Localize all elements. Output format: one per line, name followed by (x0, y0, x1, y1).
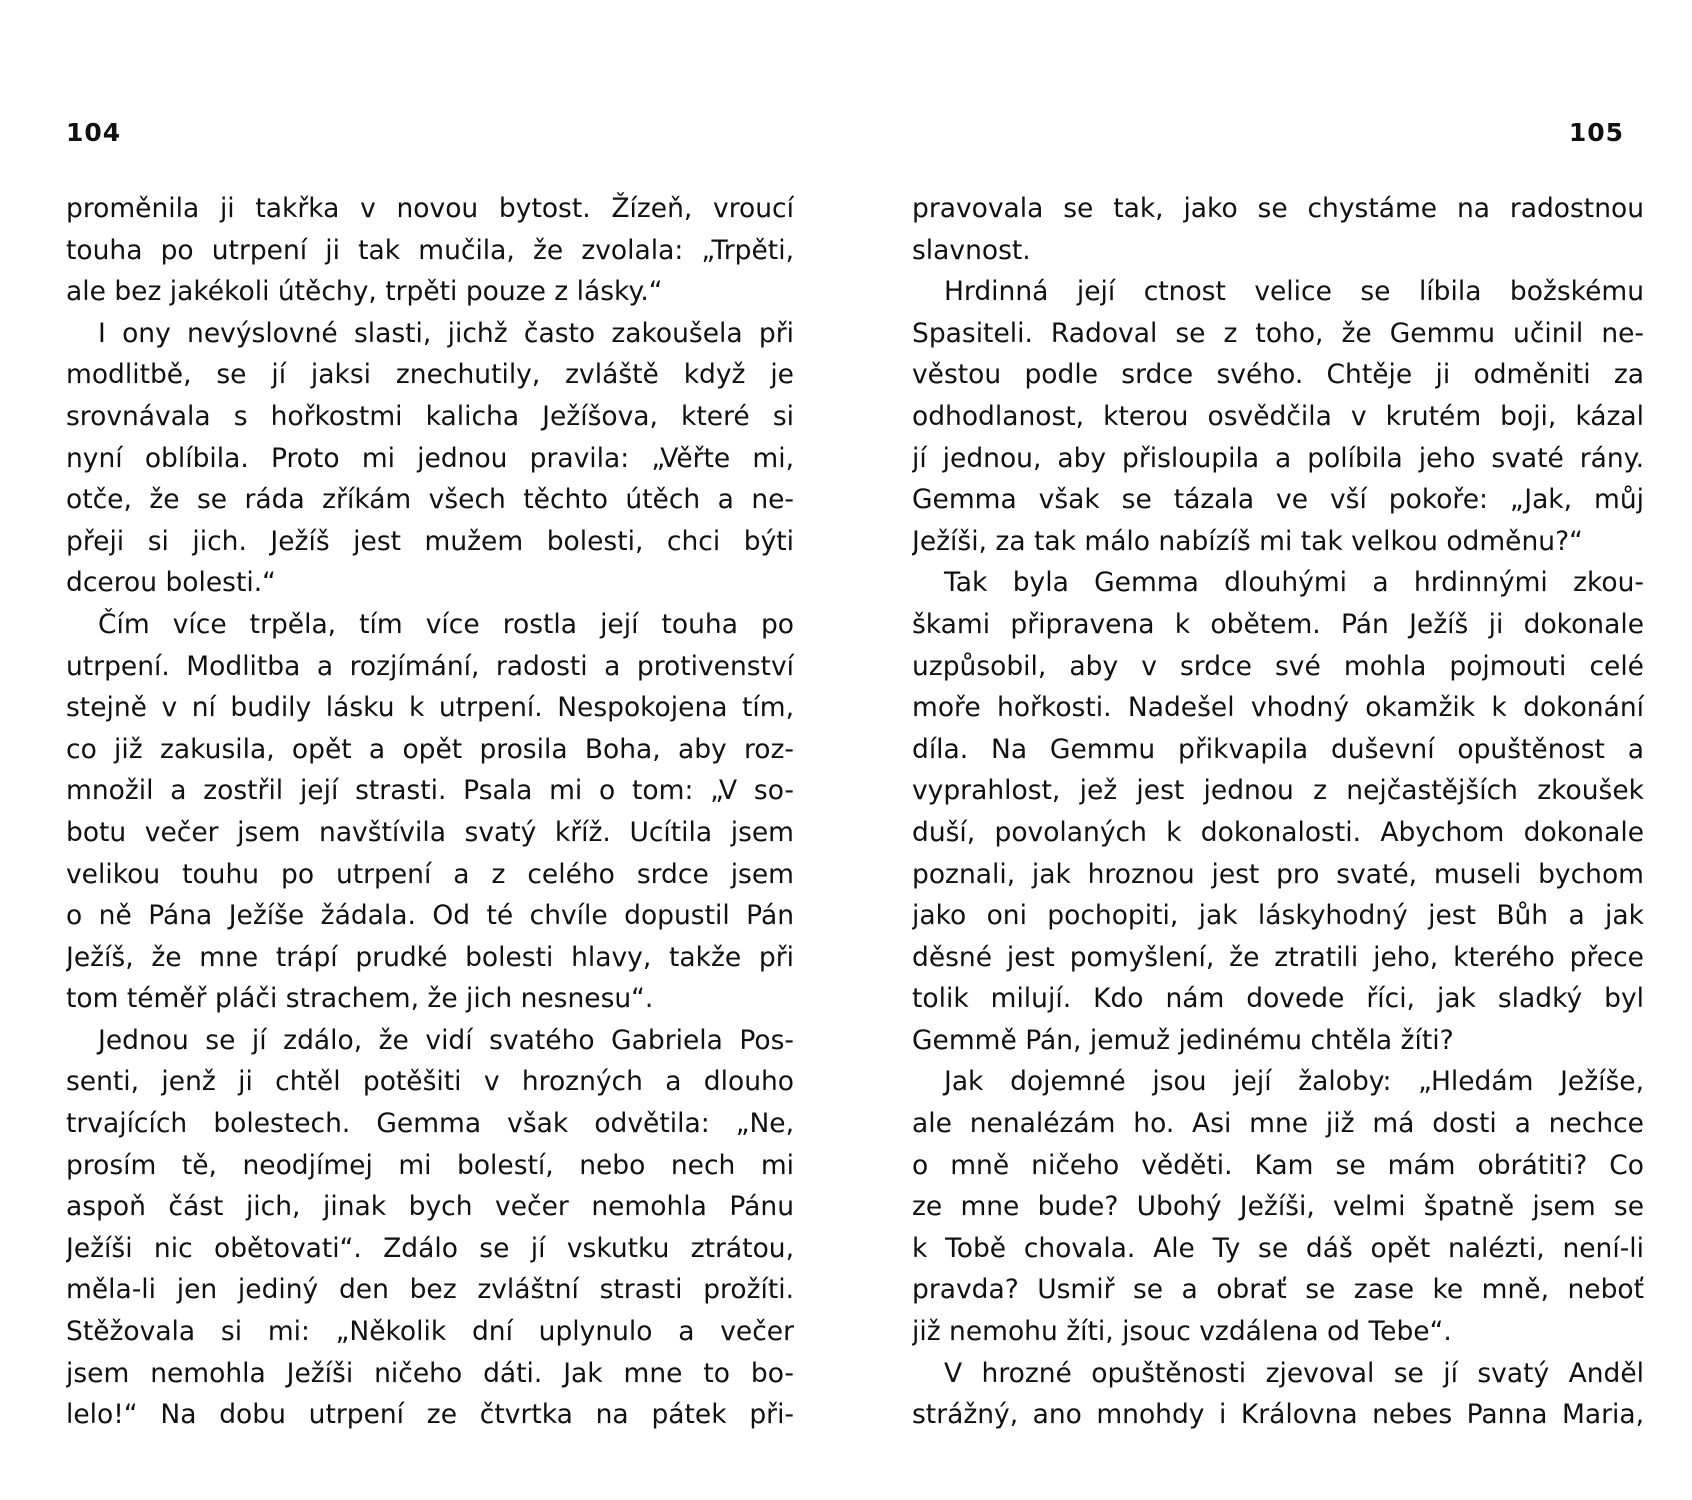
page-text (912, 188, 1644, 1436)
text-line: Hrdinná její ctnost velice se líbila božskému (944, 276, 1644, 308)
text-line: dcerou bolesti.“ (66, 567, 276, 599)
text-line: Gemma však se tázala ve vší pokoře: „Jak, můj (912, 484, 1644, 516)
text-line: modlitbě, se jí jaksi znechutily, zvláště když je (66, 359, 794, 391)
text-line: o mně ničeho věděti. Kam se mám obrátiti? Co (912, 1149, 1644, 1181)
text-line: měla-li jen jediný den bez zvláštní strasti prožíti. (66, 1274, 794, 1306)
text-line: ale nenalézám ho. Asi mne již má dosti a nechce (912, 1108, 1644, 1140)
text-line: Čím více trpěla, tím více rostla její touha po (98, 608, 794, 640)
text-line: prosím tě, neodjímej mi bolestí, nebo nech mi (66, 1149, 794, 1181)
text-line: Ježíši, za tak málo nabízíš mi tak velkou odměnu?“ (912, 525, 1583, 557)
page-text (66, 188, 794, 1436)
page-number: 104 (66, 118, 122, 147)
text-line: přeji si jich. Ježíš jest mužem bolesti, chci býti (66, 525, 794, 557)
text-line: I ony nevýslovné slasti, jichž často zakoušela při (98, 317, 794, 349)
text-line: nyní oblíbila. Proto mi jednou pravila: „Věřte mi, (66, 442, 794, 474)
text-line: jí jednou, aby přisloupila a políbila jeho svaté rány. (912, 442, 1644, 474)
text-line: tolik milují. Kdo nám dovede říci, jak sladký byl (912, 983, 1644, 1015)
left-page (0, 0, 800, 1500)
text-line: Gemmě Pán, jemuž jedinému chtěla žíti? (912, 1024, 1454, 1056)
text-line: věstou podle srdce svého. Chtěje ji odměniti za (912, 359, 1644, 391)
text-line: pravda? Usmiř se a obrať se zase ke mně, neboť (912, 1274, 1644, 1306)
text-line: lelo!“ Na dobu utrpení ze čtvrtka na pátek při- (66, 1399, 794, 1431)
text-line: ze mne bude? Ubohý Ježíši, velmi špatně jsem se (912, 1191, 1644, 1223)
text-line: děsné jest pomyšlení, že ztratili jeho, kterého přece (912, 941, 1644, 973)
text-line: srovnávala s hořkostmi kalicha Ježíšova, které si (66, 400, 794, 432)
text-line: již nemohu žíti, jsouc vzdálena od Tebe“. (912, 1316, 1452, 1348)
text-line: Jednou se jí zdálo, že vidí svatého Gabriela Pos- (98, 1024, 794, 1056)
text-line: slavnost. (912, 234, 1031, 266)
text-line: škami připravena k obětem. Pán Ježíš ji dokonale (912, 608, 1644, 640)
page-number: 105 (1568, 118, 1624, 147)
text-line: touha po utrpení ji tak mučila, že zvolala: „Trpěti, (66, 234, 794, 266)
text-line: ale bez jakékoli útěchy, trpěti pouze z lásky.“ (66, 276, 663, 308)
text-line: utrpení. Modlitba a rozjímání, radosti a protivenství (66, 650, 794, 682)
text-line: senti, jenž ji chtěl potěšiti v hrozných a dlouho (66, 1066, 794, 1098)
text-line: stejně v ní budily lásku k utrpení. Nespokojena tím, (66, 692, 794, 724)
text-line: množil a zostřil její strasti. Psala mi o tom: „V so- (66, 775, 794, 807)
text-line: otče, že se ráda zříkám všech těchto útěch a ne- (66, 484, 794, 516)
text-line: Ježíš, že mne trápí prudké bolesti hlavy, takže při (66, 941, 794, 973)
text-line: botu večer jsem navštívila svatý kříž. Ucítila jsem (66, 816, 794, 848)
text-line: o ně Pána Ježíše žádala. Od té chvíle dopustil Pán (66, 900, 794, 932)
text-line: tom téměř pláči strachem, že jich nesnesu“. (66, 983, 654, 1015)
text-line: duší, povolaných k dokonalosti. Abychom dokonale (912, 816, 1644, 848)
text-line: k Tobě chovala. Ale Ty se dáš opět nalézti, není-li (912, 1232, 1644, 1264)
text-line: Ježíši nic obětovati“. Zdálo se jí vskutku ztrátou, (66, 1232, 794, 1264)
text-line: Tak byla Gemma dlouhými a hrdinnými zkou- (944, 567, 1644, 599)
text-line: moře hořkosti. Nadešel vhodný okamžik k dokonání (912, 692, 1644, 724)
text-line: jsem nemohla Ježíši ničeho dáti. Jak mne to bo- (66, 1357, 794, 1389)
text-line: odhodlanost, kterou osvědčila v krutém boji, kázal (912, 400, 1644, 432)
text-line: poznali, jak hroznou jest pro svaté, museli bychom (912, 858, 1644, 890)
text-line: vyprahlost, jež jest jednou z nejčastějších zkoušek (912, 775, 1644, 807)
text-line: trvajících bolestech. Gemma však odvětila: „Ne, (66, 1108, 794, 1140)
text-line: strážný, ano mnohdy i Královna nebes Panna Maria, (912, 1399, 1644, 1431)
text-line: díla. Na Gemmu přikvapila duševní opuštěnost a (912, 733, 1644, 765)
right-page (846, 0, 1646, 1500)
text-line: V hrozné opuštěnosti zjevoval se jí svatý Anděl (944, 1357, 1644, 1389)
text-line: Spasiteli. Radoval se z toho, že Gemmu učinil ne- (912, 317, 1644, 349)
text-line: jako oni pochopiti, jak láskyhodný jest Bůh a jak (912, 900, 1644, 932)
text-line: aspoň část jich, jinak bych večer nemohla Pánu (66, 1191, 794, 1223)
text-line: Stěžovala si mi: „Několik dní uplynulo a večer (66, 1316, 794, 1348)
text-line: proměnila ji takřka v novou bytost. Žízeň, vroucí (66, 193, 794, 224)
text-line: pravovala se tak, jako se chystáme na radostnou (912, 193, 1644, 224)
text-line: velikou touhu po utrpení a z celého srdce jsem (66, 858, 794, 890)
text-line: co již zakusila, opět a opět prosila Boha, aby roz- (66, 733, 794, 765)
text-line: uzpůsobil, aby v srdce své mohla pojmouti celé (912, 650, 1644, 682)
text-line: Jak dojemné jsou její žaloby: „Hledám Ježíše, (944, 1066, 1644, 1098)
